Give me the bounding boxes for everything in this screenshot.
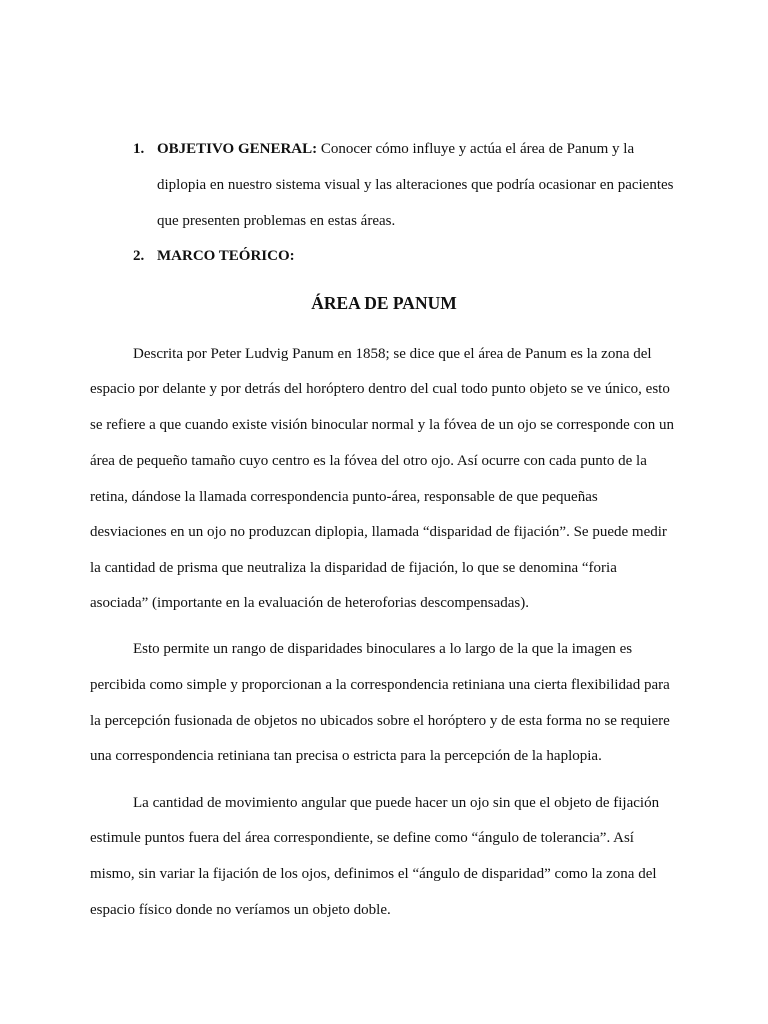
paragraph3-line-4: espacio físico donde no veríamos un objeto doble. — [90, 902, 391, 918]
objective-label: OBJETIVO GENERAL: — [157, 141, 318, 157]
paragraph3-line-1: La cantidad de movimiento angular que puede hacer un ojo sin que el objeto de fijación — [133, 795, 660, 811]
paragraph1-line-4: área de pequeño tamaño cuyo centro es la fóvea del otro ojo. Así ocurre con cada punto de la — [90, 453, 647, 469]
paragraph2-line-1: Esto permite un rango de disparidades binoculares a lo largo de la que la imagen es — [133, 641, 633, 657]
list-number-objective: 1. — [133, 141, 145, 157]
paragraph2-line-3: la percepción fusionada de objetos no ubicados sobre el horóptero y de esta forma no se requiere — [90, 713, 670, 729]
paragraph2-line-2: percibida como simple y proporcionan a la correspondencia retiniana una cierta flexibilidad para — [90, 677, 670, 693]
paragraph1-line-8: asociada” (importante en la evaluación de heteroforias descompensadas). — [90, 595, 529, 611]
paragraph1-line-7: la cantidad de prisma que neutraliza la disparidad de fijación, lo que se denomina “foria — [90, 560, 617, 576]
paragraph1-line-5: retina, dándose la llamada correspondencia punto-área, responsable de que pequeñas — [90, 489, 598, 505]
paragraph1-line-6: desviaciones en un ojo no produzcan diplopia, llamada “disparidad de fijación”. Se puede medir — [90, 524, 667, 540]
paragraph1-line-1: Descrita por Peter Ludvig Panum en 1858; se dice que el área de Panum es la zona del — [133, 346, 652, 362]
paragraph2-line-4: una correspondencia retiniana tan precisa o estricta para la percepción de la haplopia. — [90, 748, 602, 764]
section-title: ÁREA DE PANUM — [311, 293, 457, 313]
objective-text-1: Conocer cómo influye y actúa el área de Panum y la — [317, 141, 635, 157]
paragraph1-line-3: se refiere a que cuando existe visión binocular normal y la fóvea de un ojo se corresponde con un — [90, 417, 674, 433]
marco-label: MARCO TEÓRICO: — [157, 248, 295, 264]
list-number-marco: 2. — [133, 248, 145, 264]
objective-line-2: diplopia en nuestro sistema visual y las alteraciones que podría ocasionar en pacientes — [157, 177, 674, 193]
objective-line-1 — [157, 140, 634, 158]
paragraph3-line-2: estimule puntos fuera del área correspondiente, se define como “ángulo de tolerancia”. Así — [90, 830, 634, 846]
paragraph3-line-3: mismo, sin variar la fijación de los ojos, definimos el “ángulo de disparidad” como la zona del — [90, 866, 657, 882]
objective-line-3: que presenten problemas en estas áreas. — [157, 213, 396, 229]
paragraph1-line-2: espacio por delante y por detrás del horóptero dentro del cual todo punto objeto se ve único, esto — [90, 381, 670, 397]
